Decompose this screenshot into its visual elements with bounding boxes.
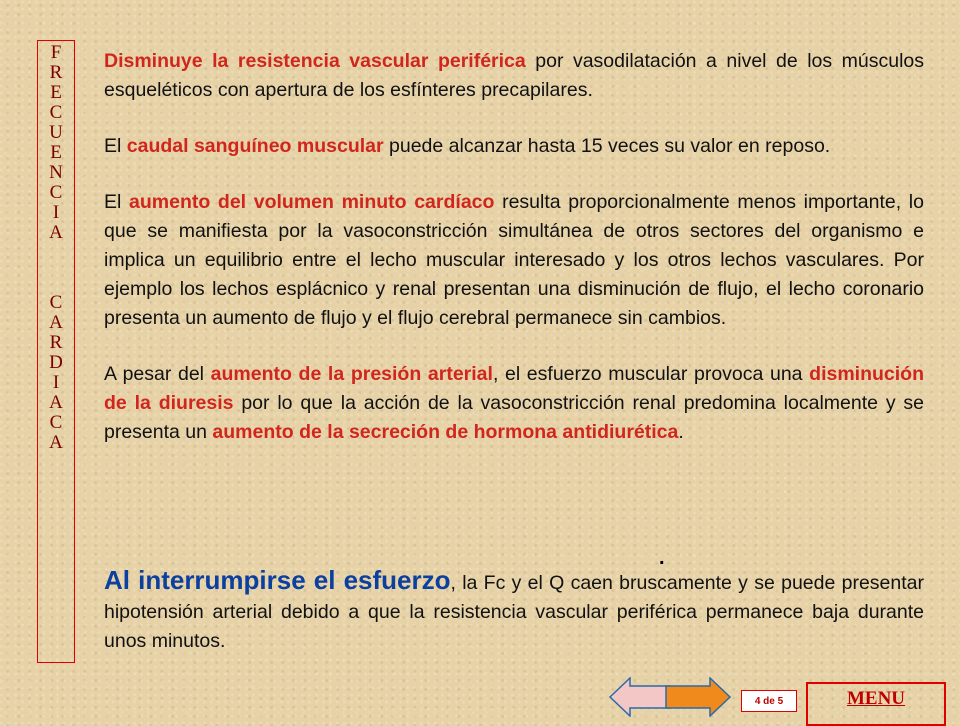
body-text: . [678,421,684,443]
highlight-text: Disminuye la resistencia vascular periférica [104,50,526,72]
letter: I [52,202,60,223]
highlight-text: aumento de la presión arterial [210,363,493,385]
letter: A [49,432,63,453]
letter: A [49,312,63,333]
highlight-text: disminución de la diuresis [104,363,924,414]
page-indicator: 4 de 5 [741,690,797,712]
letter: U [49,122,63,143]
letter: C [49,412,63,433]
letter: A [49,392,63,413]
letter: C [49,292,63,313]
stray-dot: . [659,547,665,569]
next-arrow-button[interactable] [664,677,732,717]
letter: E [50,142,62,163]
body-text: , el esfuerzo muscular provoca una [492,363,810,385]
highlight-text: aumento de la secreción de hormona antidiurética [212,421,679,443]
body-text: resulta proporcionalmente menos importante, lo que se manifiesta por la vasoconstricción simultánea de otros sectores del organismo e implica un equilibrio entre el lecho muscular interesado y los otros lechos vasculares. Por ejemplo los lechos esplácnico y renal presentan una disminución de flujo, el lecho coronario presenta un aumento de flujo y el flujo cerebral permanece sin cambios. [104,191,924,329]
vertical-word-frecuencia [49,43,63,243]
paragraph-3 [104,188,924,333]
letter: F [50,42,62,63]
body-text: , la Fc y el Q caen bruscamente y se puede presentar hipotensión arterial debido a que la resistencia vascular periférica permanece baja durante unos minutos. [104,572,924,652]
letter: A [49,222,63,243]
highlight-text: aumento del volumen minuto cardíaco [129,191,495,213]
paragraph-4 [104,360,924,447]
letter: R [49,332,63,353]
paragraph-2 [104,132,924,161]
final-paragraph [104,566,924,656]
body-text: El [104,191,129,213]
body-text: por lo que la acción de la vasoconstricción renal predomina localmente y se presenta un [104,392,924,443]
letter: D [49,352,63,373]
letter: R [49,62,63,83]
highlight-text: caudal sanguíneo muscular [126,135,384,157]
body-text: puede alcanzar hasta 15 veces su valor en reposo. [383,135,831,157]
previous-arrow-button[interactable] [608,677,672,717]
final-heading: Al interrumpirse el esfuerzo [104,565,451,595]
letter: C [49,102,63,123]
letter: N [49,162,63,183]
body-text: por vasodilatación a nivel de los músculos esqueléticos con apertura de los esfínteres precapilares. [104,50,924,101]
letter: C [49,182,63,203]
letter: I [52,372,60,393]
letter: E [50,82,62,103]
left-arrow-icon [610,678,670,716]
main-text [104,47,924,474]
paragraph-1 [104,47,924,105]
right-arrow-icon [666,678,730,716]
body-text: El [104,135,127,157]
vertical-title-frame [37,40,75,663]
vertical-word-cardiaca [49,293,63,453]
menu-button[interactable]: MENU [806,682,946,726]
body-text: A pesar del [104,363,211,385]
